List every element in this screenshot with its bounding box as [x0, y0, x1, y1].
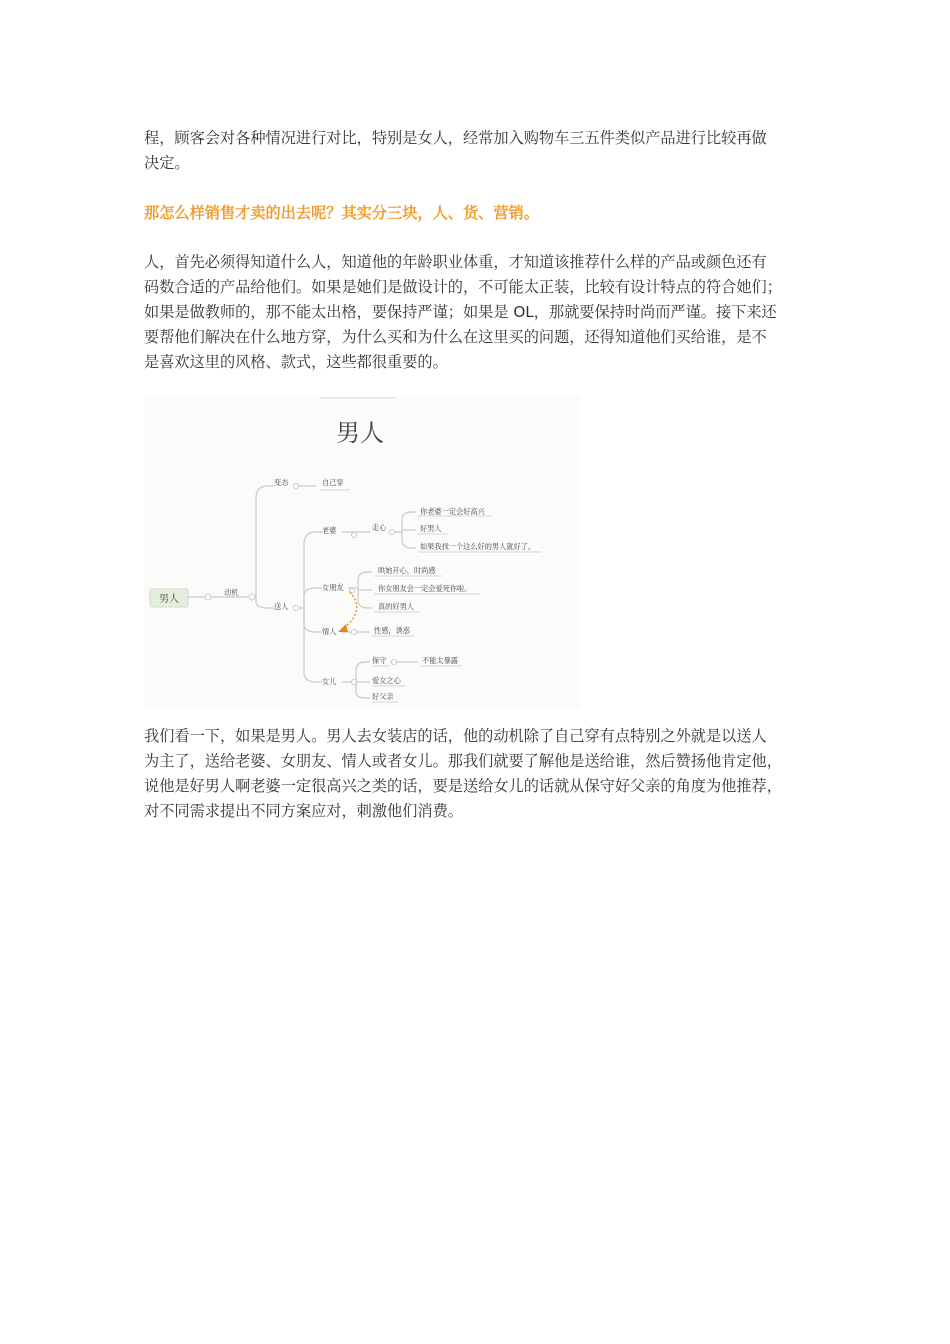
- paragraph-line: 是喜欢这里的风格、款式，这些都很重要的。: [144, 353, 448, 371]
- node-qingren: 情人: [322, 627, 337, 636]
- node-laopo-leaf2: 好男人: [420, 524, 442, 533]
- paragraph-line: 决定。: [144, 154, 190, 172]
- node-nver: 女儿: [322, 677, 337, 686]
- paragraph-line: 要帮他们解决在什么地方穿，为什么买和为什么在这里买的问题，还得知道他们买给谁，是不: [144, 328, 767, 346]
- node-np-leaf2: 你女朋友会一定会爱死你啦。: [378, 584, 472, 593]
- mindmap-figure: [144, 396, 580, 708]
- node-biantai: 变态: [274, 478, 289, 487]
- paragraph-line: 程，顾客会对各种情况进行对比，特别是女人，经常加入购物车三五件类似产品进行比较再做: [144, 129, 767, 147]
- node-laopo: 老婆: [322, 526, 337, 535]
- paragraph-line: 我们看一下，如果是男人。男人去女装店的话，他的动机除了自己穿有点特别之外就是以送人: [144, 727, 767, 745]
- node-buneng: 不能太暴露: [422, 656, 458, 665]
- paragraph-line: 为主了，送给老婆、女朋友、情人或者女儿。那我们就要了解他是送给谁，然后赞扬他肯定他，: [144, 752, 782, 770]
- relation-arrow: [344, 592, 357, 628]
- paragraph-line: 如果是做教师的，那不能太出格，要保持严谨；如果是 OL，那就要保持时尚而严谨。接下来还: [144, 303, 777, 321]
- node-zouxin: 走心: [372, 523, 387, 532]
- node-ainv: 爱女之心: [372, 676, 401, 685]
- relation-arrowhead-icon: [338, 624, 348, 632]
- node-np-leaf3: 真的好男人: [378, 602, 414, 611]
- paragraph-people: [144, 250, 816, 375]
- node-np-leaf1: 哄她开心，时尚感: [378, 566, 436, 575]
- node-laopo-leaf3: 如果我找一个这么好的男人就好了。: [420, 542, 536, 551]
- paragraph-line: 说他是好男人啊老婆一定很高兴之类的话，要是送给女儿的话就从保守好父亲的角度为他推荐，: [144, 777, 782, 795]
- paragraph-men-example: [144, 724, 816, 824]
- node-nvpengyou: 女朋友: [322, 583, 344, 592]
- paragraph-line: 人，首先必须得知道什么人，知道他的年龄职业体重，才知道该推荐什么样的产品或颜色还有: [144, 253, 767, 271]
- paragraph-comparison: [144, 126, 816, 176]
- node-laopo-leaf1: 你老婆一定会好高兴: [420, 507, 485, 516]
- node-haofuqin: 好父亲: [372, 692, 394, 701]
- paragraph-line: 对不同需求提出不同方案应对，刺激他们消费。: [144, 802, 463, 820]
- mindmap-labels: [224, 478, 535, 701]
- mindmap-root-label: 男人: [159, 594, 179, 605]
- node-songren: 送人: [274, 602, 289, 611]
- mindmap-svg: [144, 396, 580, 708]
- node-qr-leaf1: 性感，诱惑: [374, 626, 410, 635]
- mindmap-nodes-dots: [205, 484, 397, 685]
- node-baoshou: 保守: [372, 656, 387, 665]
- paragraph-line: 码数合适的产品给他们。如果是她们是做设计的，不可能太正装，比较有设计特点的符合她们；: [144, 278, 782, 296]
- mindmap-title: 男人: [336, 419, 384, 447]
- section-heading: 那怎么样销售才卖的出去呢？其实分三块，人、货、营销。: [144, 204, 539, 222]
- node-zijichuan: 自己穿: [322, 478, 344, 487]
- node-motive: 动机: [224, 588, 239, 597]
